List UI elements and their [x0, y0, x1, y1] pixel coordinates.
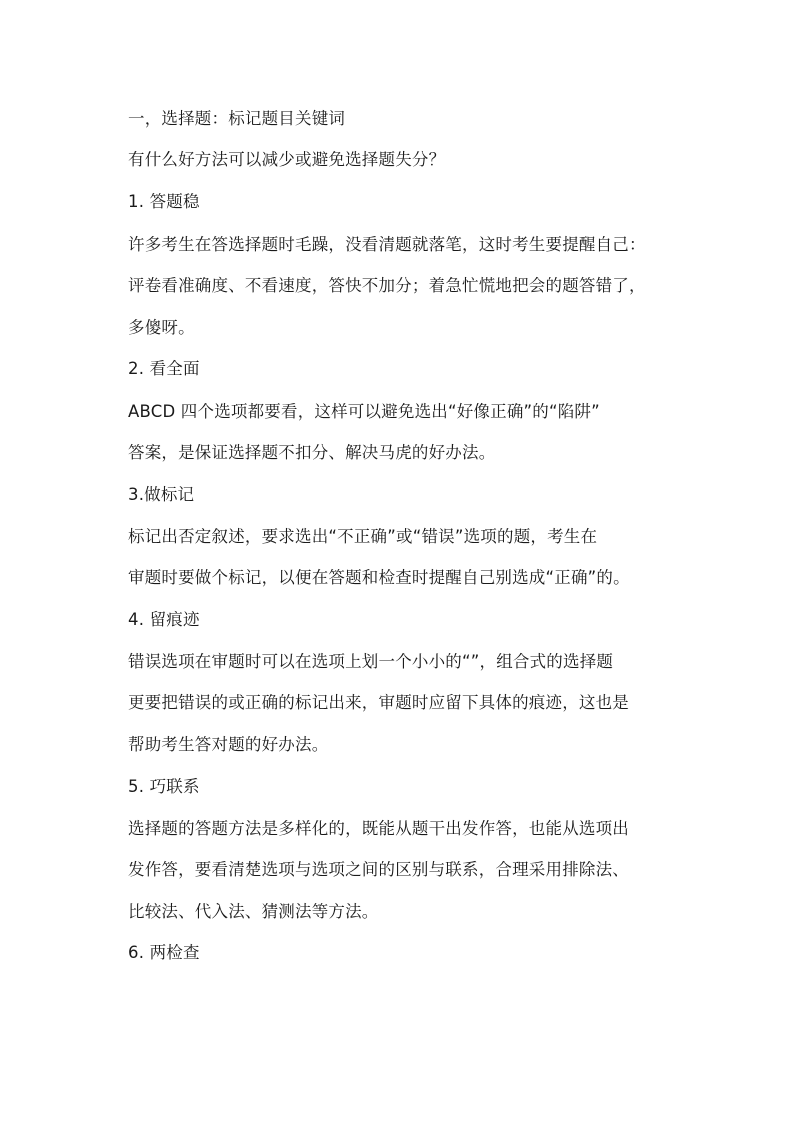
tip-heading-1: 1. 答题稳 [128, 192, 200, 211]
section-heading: 一，选择题：标记题目关键词 [128, 109, 346, 128]
tip-heading-4: 4. 留痕迹 [128, 610, 200, 629]
paragraph-line: 更要把错误的或正确的标记出来，审题时应留下具体的痕迹，这也是 [128, 693, 629, 712]
paragraph-line: 审题时要做个标记，以便在答题和检查时提醒自己别选成“正确”的。 [128, 568, 630, 587]
paragraph-line: 比较法、代入法、猜测法等方法。 [128, 902, 379, 921]
tip-heading-6: 6. 两检查 [128, 943, 200, 962]
paragraph-line: 评卷看准确度、不看速度，答快不加分；着急忙慌地把会的题答错了， [128, 276, 646, 295]
paragraph-line: 错误选项在审题时可以在选项上划一个小小的“”，组合式的选择题 [128, 652, 614, 671]
tip-heading-2: 2. 看全面 [128, 359, 200, 378]
paragraph-line: 帮助考生答对题的好办法。 [128, 735, 329, 754]
paragraph-line: 发作答，要看清楚选项与选项之间的区别与联系，合理采用排除法、 [128, 860, 629, 879]
paragraph-line: 多傻呀。 [128, 318, 195, 337]
tip-heading-3: 3.做标记 [128, 485, 195, 504]
tip-heading-5: 5. 巧联系 [128, 777, 200, 796]
intro-question: 有什么好方法可以减少或避免选择题失分？ [128, 150, 446, 169]
paragraph-line: 许多考生在答选择题时毛躁，没看清题就落笔，这时考生要提醒自己： [128, 235, 646, 254]
paragraph-line: 标记出否定叙述，要求选出“不正确”或“错误”选项的题，考生在 [128, 527, 598, 546]
paragraph-line: 答案，是保证选择题不扣分、解决马虎的好办法。 [128, 443, 496, 462]
paragraph-line: 选择题的答题方法是多样化的，既能从题干出发作答，也能从选项出 [128, 819, 629, 838]
paragraph-line: ABCD 四个选项都要看，这样可以避免选出“好像正确”的“陷阱” [128, 402, 600, 421]
